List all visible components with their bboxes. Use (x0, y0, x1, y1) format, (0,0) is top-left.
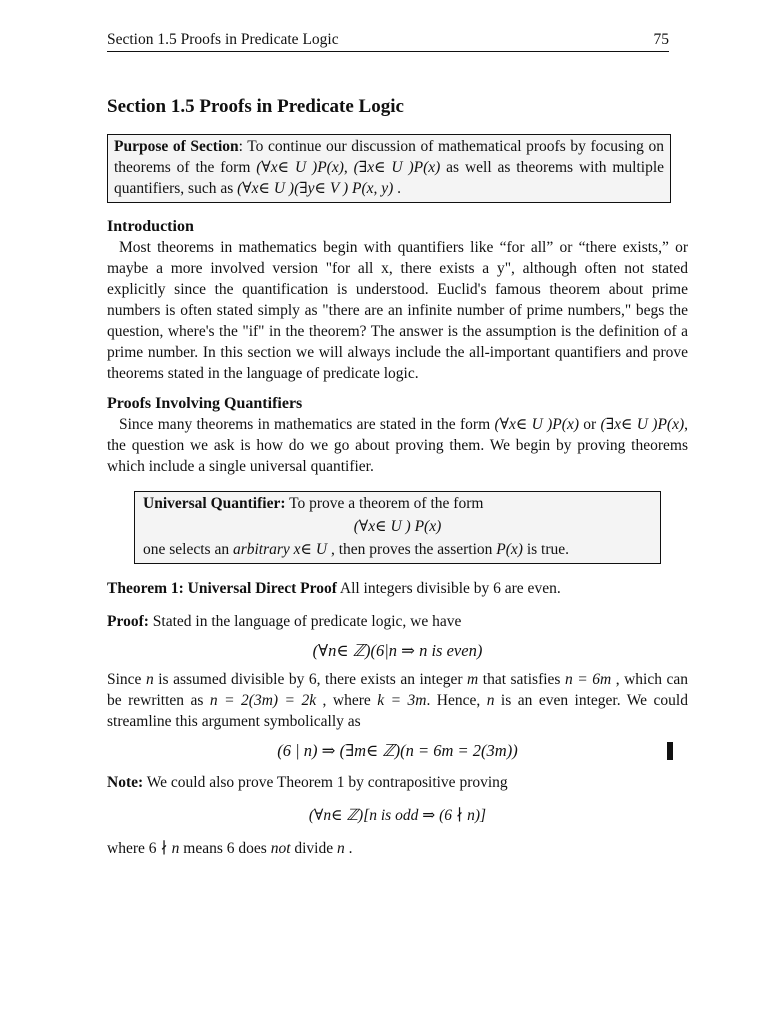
proof-formula-row (107, 740, 688, 762)
quantifiers-heading: Proofs Involving Quantifiers (107, 395, 303, 412)
proof-line2-h: is an even integer. We could streamline this argument symbolically as (107, 692, 688, 730)
introduction-paragraph: Most theorems in mathematics begin with quantifiers like “for all” or “there exists,” or maybe a more involved version "for all x, there exists a y", although often not stated explicitly since the quantification is understood. Euclid's famous theorem about prime numbers is often stated simply as "there are an infinite number of prime numbers," begs the question, where's the "if" in the theorem? The answer is the assumption is the definition of a prime number. In this section we will always include the all-important quantifiers and prove theorems stated in the language of predicate logic. (107, 239, 688, 382)
note-where-4: . (344, 840, 353, 857)
universal-formula: (∀x∈ U ) P(x) (353, 518, 442, 535)
universal-text-4: is true. (522, 541, 569, 558)
purpose-label: Purpose of Section (114, 138, 239, 155)
note-where-1: where 6 ∤ (107, 840, 172, 857)
proof-line2-d: , where (316, 692, 378, 709)
quantifiers-text-1: Since many theorems in mathematics are stated in the form (119, 416, 495, 433)
universal-quantifier-box (134, 491, 661, 564)
theorem-1 (107, 578, 688, 599)
theorem-1-label: Theorem 1: Universal Direct Proof (107, 580, 337, 597)
proof-line2-g: n (486, 692, 495, 709)
introduction-heading: Introduction (107, 218, 194, 235)
note-where-n2: n (337, 840, 345, 857)
proof-text: Stated in the language of predicate logic, we have (148, 613, 462, 630)
proof-since-1: Since (107, 671, 146, 688)
quantifiers-math-1: (∀x∈ U )P(x) (494, 416, 579, 433)
proof-formula: (∀n∈ ℤ)(6|n ⇒ n is even) (312, 641, 483, 660)
note-where-3: divide (290, 840, 337, 857)
theorem-1-text: All integers divisible by 6 are even. (336, 580, 561, 597)
proof-eq-2: n = 2(3m) = 2k (209, 692, 317, 709)
quantifiers-paragraph (107, 414, 688, 477)
purpose-text-1: : To continue our discussion of mathematical proofs by focusing on theorems of the form (114, 138, 664, 176)
running-header-title: Section 1.5 Proofs in Predicate Logic (107, 31, 339, 48)
purpose-math-3: (∀x∈ U )(∃y∈ V ) P(x, y) (237, 180, 394, 197)
purpose-text-4: . (393, 180, 402, 197)
note-paragraph (107, 772, 688, 793)
proof-intro (107, 611, 688, 632)
proof-eq-3: k = 3m (377, 692, 427, 709)
purpose-text-2: , (343, 159, 354, 176)
section-title: Section 1.5 Proofs in Predicate Logic (107, 96, 404, 117)
universal-text-2: one selects an (143, 541, 233, 558)
qed-tombstone-icon (667, 742, 673, 760)
note-where-2: means 6 does (179, 840, 271, 857)
note-formula: (∀n∈ ℤ)[n is odd ⇒ (6 ∤ n)] (308, 807, 487, 824)
proof-eq-1: n = 6m (565, 671, 612, 688)
proof-since-3: that satisfies (478, 671, 561, 688)
running-header (107, 30, 669, 52)
universal-math-1: x∈ U (289, 541, 331, 558)
proof-formula-2: (6 | n) ⇒ (∃m∈ ℤ)(n = 6m = 2(3m)) (277, 741, 518, 760)
universal-label: Universal Quantifier: (143, 495, 286, 512)
quantifiers-math-2: (∃x∈ U )P(x) (600, 416, 685, 433)
proof-body (107, 669, 688, 732)
proof-since-2: is assumed divisible by 6, there exists an integer (153, 671, 468, 688)
purpose-math-2: (∃x∈ U )P(x) (353, 159, 441, 176)
proof-label: Proof: (107, 613, 149, 630)
note-where (107, 838, 688, 859)
page-content (107, 95, 688, 859)
universal-math-2: P(x) (496, 541, 523, 558)
universal-arbitrary: arbitrary (232, 541, 290, 558)
note-label: Note: (107, 774, 144, 791)
page-number: 75 (653, 31, 669, 48)
proof-since-m: m (467, 671, 479, 688)
quantifiers-text-2: or (578, 416, 601, 433)
purpose-box (107, 134, 671, 203)
note-where-n: n (171, 840, 180, 857)
note-where-not: not (270, 840, 291, 857)
universal-text-3: , then proves the assertion (330, 541, 497, 558)
purpose-math-1: (∀x∈ U )P(x) (256, 159, 344, 176)
purpose-text-3: as well as theorems with multiple quantifiers, such as (114, 159, 665, 197)
universal-text-1: To prove a theorem of the form (285, 495, 484, 512)
proof-line2-b: , which can be rewritten as (107, 671, 689, 709)
quantifiers-text-3: , the question we ask is how do we go about proving them. We begin by proving theorems which include a single universal quantifier. (107, 416, 688, 475)
proof-line2-f: . Hence, (426, 692, 487, 709)
proof-since-n: n (145, 671, 154, 688)
note-text: We could also prove Theorem 1 by contrapositive proving (143, 774, 508, 791)
